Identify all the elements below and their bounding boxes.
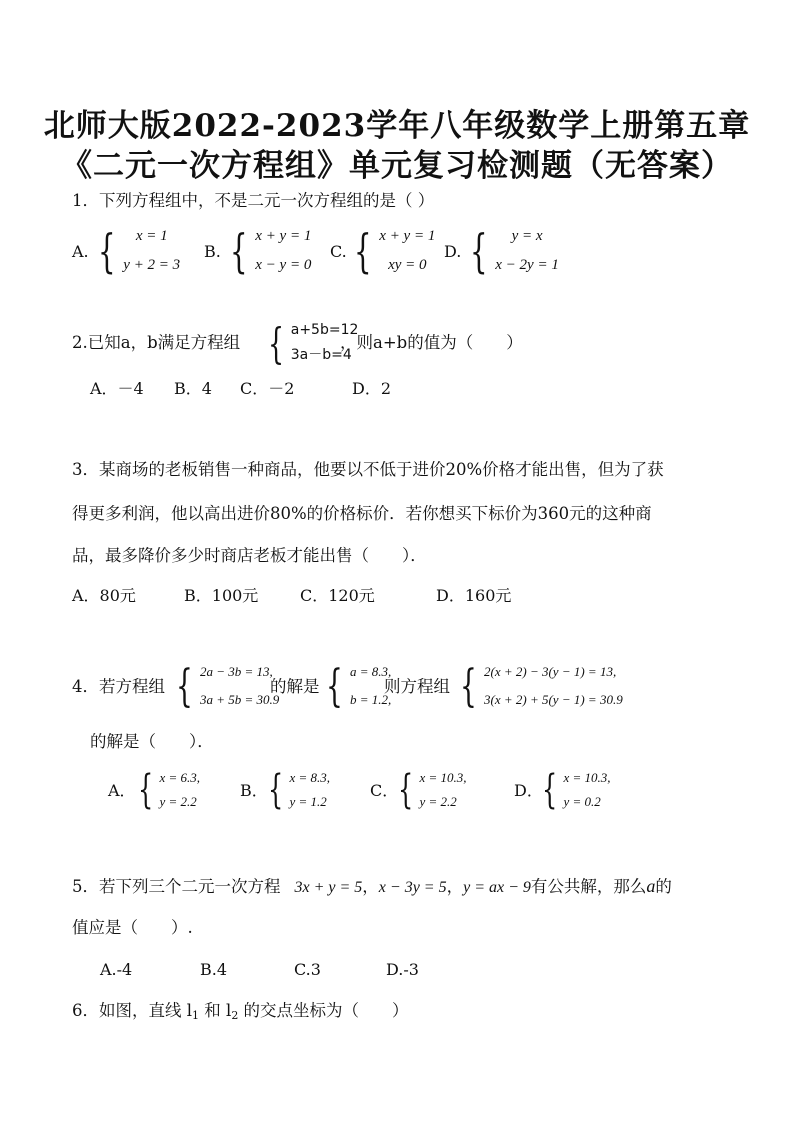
- brace-icon: {: [176, 660, 193, 712]
- equation: x + y = 1: [255, 228, 312, 244]
- q3-option-d: D．160元: [436, 586, 512, 605]
- equation: y = 0.2: [563, 794, 601, 809]
- question-5-suffix-a: 有公共解，那么: [530, 877, 647, 896]
- subscript: 1: [192, 1009, 200, 1022]
- equation: y + 2 = 3: [123, 257, 181, 273]
- q2-option-b: B．4: [174, 379, 212, 398]
- equation: x = 10.3,: [419, 770, 467, 785]
- question-2: [72, 318, 632, 368]
- brace-icon: {: [354, 224, 372, 278]
- equation-2: x − 3y = 5: [378, 879, 447, 896]
- equation: x = 1: [135, 228, 168, 244]
- q2-option-c: C．－2: [240, 379, 295, 398]
- q4-option-b-system: [268, 767, 330, 813]
- question-6-suffix: 的交点坐标为（ ）: [238, 1001, 409, 1020]
- q4-system-3: [460, 660, 623, 712]
- q1-option-b-system: [230, 224, 312, 278]
- equation: y = 1.2: [289, 794, 327, 809]
- brace-icon: {: [268, 767, 284, 813]
- brace-icon: {: [268, 318, 285, 368]
- question-6-text: [72, 1001, 409, 1026]
- question-5-prefix: 5．若下列三个二元一次方程: [72, 877, 281, 896]
- equation: xy = 0: [388, 257, 427, 273]
- question-3-line-1: 3．某商场的老板销售一种商品，他要以不低于进价20%价格才能出售，但为了获: [72, 460, 664, 479]
- q5-option-d: D.-3: [386, 960, 419, 979]
- q2-option-a: A．－4: [90, 379, 144, 398]
- equation-1: 3x + y = 5: [294, 879, 363, 896]
- question-3-line-3: 品，最多降价多少时商店老板才能出售（ ）．: [72, 546, 427, 565]
- equation: 2(x + 2) − 3(y − 1) = 13,: [484, 664, 617, 679]
- q1-option-d-system: [470, 224, 559, 278]
- q1-option-d-label: D.: [444, 242, 462, 261]
- question-5-line-1: [72, 876, 732, 898]
- equation: x − y = 0: [255, 257, 312, 273]
- q4-option-a-system: [138, 767, 200, 813]
- q3-option-c: C．120元: [300, 586, 375, 605]
- brace-icon: {: [542, 767, 558, 813]
- equation-3: y = ax − 9: [463, 879, 531, 896]
- question-1-text: 1．下列方程组中，不是二元一次方程组的是（ ）: [72, 191, 435, 210]
- doc-title-line-2: 《二元一次方程组》单元复习检测题（无答案）: [61, 148, 733, 184]
- brace-icon: {: [98, 224, 116, 278]
- variable-a: a: [646, 876, 656, 896]
- q4-option-c-system: [398, 767, 467, 813]
- q5-option-c: C.3: [294, 960, 321, 979]
- equation: a = 8.3,: [350, 664, 392, 679]
- q5-option-a: A.-4: [100, 960, 133, 979]
- q4-option-d-system: [542, 767, 611, 813]
- question-5-suffix-b: 的: [655, 877, 672, 896]
- equation: y = 2.2: [419, 794, 457, 809]
- q4-option-d-label: D．: [514, 781, 543, 800]
- q1-option-a-label: A.: [72, 242, 89, 261]
- equation: a+5b=12: [290, 322, 359, 338]
- question-4-mid-2: 则方程组: [384, 677, 450, 696]
- brace-icon: {: [138, 767, 154, 813]
- brace-icon: {: [460, 660, 477, 712]
- equation: x = 8.3,: [289, 770, 330, 785]
- question-5-line-2: 值应是（ ）.: [72, 918, 193, 937]
- equation: b = 1.2,: [350, 692, 392, 707]
- q4-system-1: [176, 660, 280, 712]
- separator: ，: [446, 877, 464, 896]
- brace-icon: {: [326, 660, 343, 712]
- brace-icon: {: [398, 767, 414, 813]
- question-4: [72, 660, 732, 712]
- question-4-prefix: 4．若方程组: [72, 677, 165, 696]
- equation: 2a − 3b = 13,: [200, 664, 273, 679]
- q4-option-c-label: C．: [370, 781, 399, 800]
- question-2-prefix: 2.已知a，b满足方程组: [72, 333, 241, 352]
- equation: x + y = 1: [379, 228, 436, 244]
- q1-option-c-label: C.: [330, 242, 347, 261]
- q4-option-b-label: B．: [240, 781, 268, 800]
- q4-system-2: [326, 660, 392, 712]
- brace-icon: {: [470, 224, 488, 278]
- q2-option-d: D．2: [352, 379, 392, 398]
- equation: 3a－b=4: [290, 347, 352, 363]
- subscript: 2: [231, 1009, 239, 1022]
- equation: y = 2.2: [159, 794, 197, 809]
- question-3-line-2: 得更多利润，他以高出进价80%的价格标价．若你想买下标价为360元的这种商: [72, 504, 652, 523]
- equation: y = x: [511, 228, 543, 244]
- equation: x − 2y = 1: [495, 257, 559, 273]
- question-4-mid-1: 的解是: [270, 677, 320, 696]
- separator: ，: [362, 877, 379, 896]
- brace-icon: {: [230, 224, 248, 278]
- q3-option-b: B．100元: [184, 586, 259, 605]
- q1-option-c-system: [354, 224, 436, 278]
- q1-option-b-label: B.: [204, 242, 221, 261]
- doc-title-line-1: 北师大版2022-2023学年八年级数学上册第五章: [43, 108, 751, 144]
- q3-option-a: A．80元: [72, 586, 136, 605]
- equation: x = 10.3,: [563, 770, 611, 785]
- equation: 3(x + 2) + 5(y − 1) = 30.9: [484, 692, 623, 707]
- question-6-prefix: 6．如图，直线 l: [72, 1001, 193, 1020]
- equation: 3a + 5b = 30.9: [200, 692, 280, 707]
- question-2-suffix: ，则a+b的值为（ ）: [340, 333, 523, 352]
- q4-option-a-label: A．: [108, 781, 136, 800]
- question-4-line-2: 的解是（ ）．: [90, 732, 214, 751]
- q1-option-a-system: [98, 224, 181, 278]
- q5-option-b: B.4: [200, 960, 228, 979]
- equation: x = 6.3,: [159, 770, 200, 785]
- question-6-mid: 和 l: [199, 1001, 232, 1020]
